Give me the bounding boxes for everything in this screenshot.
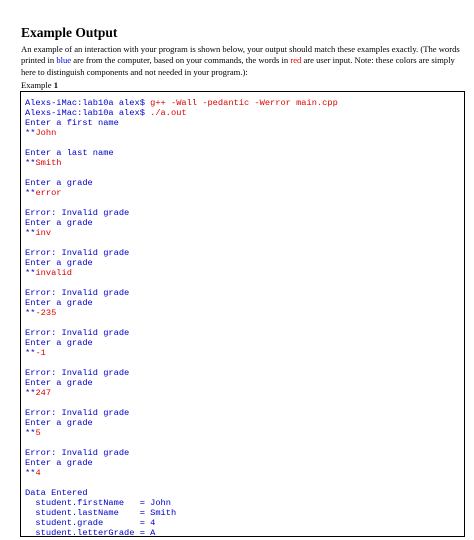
terminal-lines: [25, 98, 338, 538]
computer-output-text: **: [25, 228, 36, 238]
user-input-text: inv: [35, 228, 52, 238]
section-heading: Example Output: [21, 25, 118, 40]
intro-paragraph: [21, 44, 469, 78]
intro-text-1: An example of an interaction with your program is shown below, your output should match these examples exactly. (The words printed in: [21, 44, 460, 66]
user-input-text: -235: [35, 308, 57, 318]
computer-output-text: student.letterGrade = A: [25, 528, 156, 538]
computer-output-text: Error: Invalid grade: [25, 288, 130, 298]
computer-output-text: Enter a grade: [25, 458, 93, 468]
terminal-line: [25, 308, 338, 318]
user-input-text: 247: [35, 388, 52, 398]
terminal-line: [25, 338, 338, 348]
computer-output-text: Enter a grade: [25, 418, 93, 428]
user-input-text: 5: [35, 428, 41, 438]
terminal-line: [25, 258, 338, 268]
computer-output-text: Enter a grade: [25, 178, 93, 188]
computer-output-text: Enter a grade: [25, 218, 93, 228]
computer-output-text: **: [25, 428, 36, 438]
computer-output-text: Error: Invalid grade: [25, 248, 130, 258]
terminal-line: [25, 318, 338, 328]
computer-output-text: Error: Invalid grade: [25, 448, 130, 458]
terminal-line: [25, 478, 338, 488]
intro-blue-word: blue: [56, 55, 72, 66]
terminal-line: [25, 98, 338, 108]
terminal-line: [25, 248, 338, 258]
user-input-text: John: [35, 128, 57, 138]
computer-output-text: Data Entered: [25, 488, 88, 498]
example-label-prefix: Example: [21, 80, 54, 90]
terminal-line: [25, 168, 338, 178]
intro-red-word: red: [290, 55, 302, 66]
user-input-text: -1: [35, 348, 46, 358]
terminal-line: [25, 138, 338, 148]
computer-output-text: **: [25, 468, 36, 478]
terminal-line: [25, 208, 338, 218]
terminal-line: [25, 418, 338, 428]
computer-output-text: **: [25, 348, 36, 358]
computer-output-text: **: [25, 128, 36, 138]
example-label-number: 1: [53, 80, 58, 90]
computer-output-text: student.grade = 4: [25, 518, 156, 528]
terminal-line: [25, 148, 338, 158]
computer-output-text: Error: Invalid grade: [25, 368, 130, 378]
terminal-line: [25, 268, 338, 278]
computer-output-text: Enter a grade: [25, 338, 93, 348]
terminal-line: [25, 528, 338, 538]
terminal-output-box: [20, 91, 465, 537]
computer-output-text: **: [25, 158, 36, 168]
terminal-line: [25, 328, 338, 338]
user-input-text: 4: [35, 468, 41, 478]
user-input-text: invalid: [35, 268, 72, 278]
terminal-line: [25, 298, 338, 308]
terminal-line: [25, 178, 338, 188]
computer-output-text: Error: Invalid grade: [25, 328, 130, 338]
terminal-line: [25, 388, 338, 398]
terminal-line: [25, 508, 338, 518]
terminal-line: [25, 108, 338, 118]
terminal-line: [25, 348, 338, 358]
terminal-line: [25, 498, 338, 508]
user-input-text: Smith: [35, 158, 62, 168]
computer-output-text: student.lastName = Smith: [25, 508, 177, 518]
terminal-line: [25, 188, 338, 198]
terminal-line: [25, 218, 338, 228]
computer-output-text: **: [25, 268, 36, 278]
user-input-text: error: [35, 188, 62, 198]
terminal-line: [25, 518, 338, 528]
terminal-line: [25, 128, 338, 138]
user-input-text: ./a.out: [150, 108, 187, 118]
computer-output-text: Enter a first name: [25, 118, 119, 128]
user-input-text: g++ -Wall -pedantic -Werror main.cpp: [150, 98, 338, 108]
terminal-line: [25, 488, 338, 498]
computer-output-text: Alexs-iMac:lab10a alex$: [25, 98, 151, 108]
computer-output-text: **: [25, 388, 36, 398]
terminal-line: [25, 198, 338, 208]
computer-output-text: **: [25, 308, 36, 318]
terminal-line: [25, 468, 338, 478]
computer-output-text: Enter a grade: [25, 298, 93, 308]
terminal-line: [25, 438, 338, 448]
computer-output-text: Alexs-iMac:lab10a alex$: [25, 108, 151, 118]
computer-output-text: Error: Invalid grade: [25, 408, 130, 418]
computer-output-text: Error: Invalid grade: [25, 208, 130, 218]
terminal-line: [25, 288, 338, 298]
terminal-line: [25, 378, 338, 388]
terminal-line: [25, 278, 338, 288]
terminal-line: [25, 158, 338, 168]
computer-output-text: Enter a last name: [25, 148, 114, 158]
computer-output-text: **: [25, 188, 36, 198]
computer-output-text: student.firstName = John: [25, 498, 171, 508]
terminal-line: [25, 428, 338, 438]
terminal-line: [25, 358, 338, 368]
terminal-line: [25, 458, 338, 468]
terminal-line: [25, 398, 338, 408]
terminal-line: [25, 228, 338, 238]
computer-output-text: Enter a grade: [25, 258, 93, 268]
terminal-line: [25, 238, 338, 248]
terminal-line: [25, 118, 338, 128]
computer-output-text: Enter a grade: [25, 378, 93, 388]
terminal-line: [25, 368, 338, 378]
intro-text-2: are from the computer, based on your commands, the words in: [71, 55, 291, 66]
terminal-line: [25, 448, 338, 458]
example-label: [21, 80, 58, 90]
intro-text-3: are user input. Note: these colors are simply here to distinguish components and not needed in your program.):: [21, 55, 455, 77]
terminal-line: [25, 408, 338, 418]
